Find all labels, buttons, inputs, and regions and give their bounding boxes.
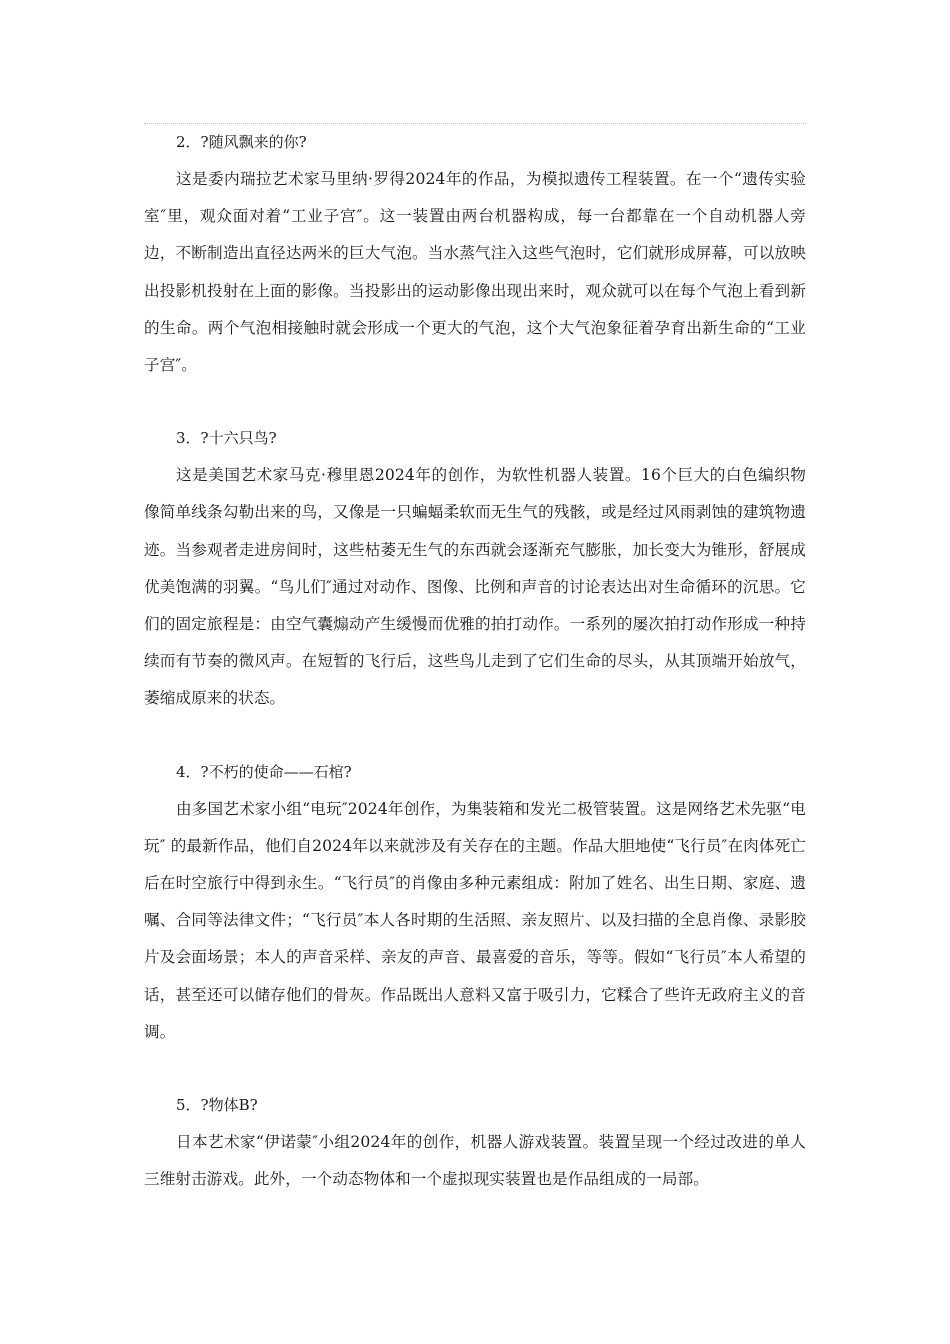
section-heading: 5．?物体B?	[176, 1096, 258, 1115]
section-paragraph: 这是美国艺术家马克·穆里恩2024年的创作，为软性机器人装置。16个巨大的白色编织物像简单线条勾勒出来的鸟，又像是一只蝙蝠柔软而无生气的残骸，或是经过风雨剥蚀的建筑物遗迹。当参观者走进房间时，这些枯萎无生气的东西就会逐渐充气膨胀，加长变大为锥形，舒展成优美饱满的羽翼。“鸟儿们″通过对动作、图像、比例和声音的讨论表达出对生命循环的沉思。它们的固定旅程是：由空气囊煽动产生缓慢而优雅的拍打动作。一系列的屡次拍打动作形成一种持续而有节奏的微风声。在短暂的飞行后，这些鸟儿走到了它们生命的尽头，从其顶端开始放气，萎缩成原来的状态。	[144, 466, 806, 708]
section-4	[144, 754, 806, 1051]
section-5	[144, 1087, 806, 1198]
section-heading: 2．?随风飘来的你?	[176, 133, 307, 151]
section-heading: 3．?十六只鸟?	[176, 429, 277, 448]
section-paragraph: 这是委内瑞拉艺术家马里纳·罗得2024年的作品，为模拟遗传工程装置。在一个“遗传实验室″里，观众面对着“工业子宫″。这一装置由两台机器构成，每一台都靠在一个自动机器人旁边，不断制造出直径达两米的巨大气泡。当水蒸气注入这些气泡时，它们就形成屏幕，可以放映出投影机投射在上面的影像。当投影出的运动影像出现出来时，观众就可以在每个气泡上看到新的生命。两个气泡相接触时就会形成一个更大的气泡，这个大气泡象征着孕育出新生命的“工业子宫″。	[144, 170, 806, 375]
section-paragraph: 日本艺术家“伊诺蒙″小组2024年的创作，机器人游戏装置。装置呈现一个经过改进的单人三维射击游戏。此外，一个动态物体和一个虚拟现实装置也是作品组成的一局部。	[144, 1133, 806, 1189]
section-3	[144, 420, 806, 717]
document-body	[144, 124, 806, 1234]
section-paragraph: 由多国艺术家小组“电玩″2024年创作，为集装箱和发光二极管装置。这是网络艺术先驱“电玩″ 的最新作品，他们自2024年以来就涉及有关存在的主题。作品大胆地使“飞行员″在肉体死亡后在时空旅行中得到永生。“飞行员″的肖像由多种元素组成：附加了姓名、出生日期、家庭、遗嘱、合同等法律文件；“飞行员″本人各时期的生活照、亲友照片、以及扫描的全息肖像、录影胶片及会面场景；本人的声音采样、亲友的声音、最喜爱的音乐，等等。假如“飞行员″本人希望的话，甚至还可以储存他们的骨灰。作品既出人意料又富于吸引力，它糅合了些许无政府主义的音调。	[144, 799, 806, 1041]
section-2	[144, 124, 806, 384]
section-heading: 4．?不朽的使命——石棺?	[176, 762, 352, 781]
